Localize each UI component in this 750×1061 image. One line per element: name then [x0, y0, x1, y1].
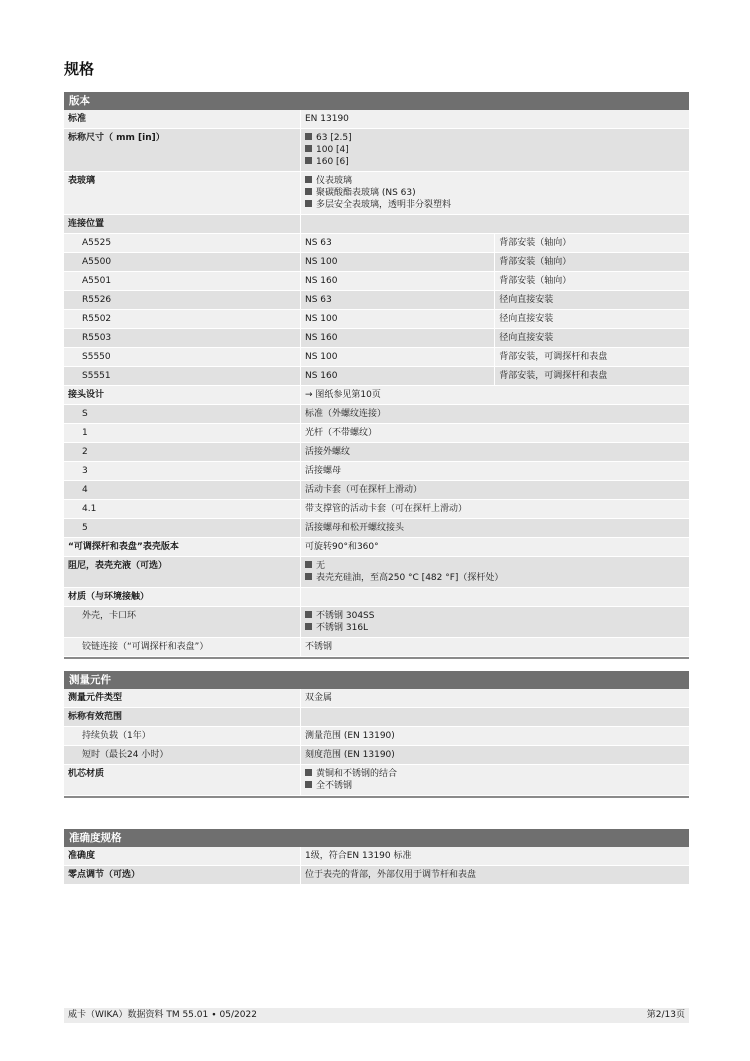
row-label: 材质（与环境接触）	[64, 588, 301, 607]
table-row	[64, 765, 689, 796]
row-label: 铰链连接（“可调探杆和表盘”）	[64, 638, 301, 657]
row-desc: 活接螺母	[301, 462, 690, 481]
row-ns: NS 100	[301, 348, 495, 367]
row-desc: 背部安装，可调探杆和表盘	[495, 348, 689, 367]
row-value: 双金属	[301, 689, 690, 708]
row-value: 可旋转90°和360°	[301, 538, 690, 557]
bullet-square-icon	[305, 200, 312, 207]
list-item: 聚碳酸酯表玻璃 (NS 63)	[305, 187, 685, 199]
row-desc: 光杆（不带螺纹）	[301, 424, 690, 443]
page-footer	[64, 1008, 689, 1023]
row-label: 准确度	[64, 847, 301, 866]
list-item: 黄铜和不锈钢的结合	[305, 768, 685, 780]
row-value: 不锈钢	[301, 638, 690, 657]
row-desc: 背部安装（轴向）	[495, 253, 689, 272]
table-row	[64, 272, 689, 291]
row-value: 1级，符合EN 13190 标准	[301, 847, 690, 866]
row-ns: NS 160	[301, 367, 495, 386]
bullet-square-icon	[305, 623, 312, 630]
row-desc: 径向直接安装	[495, 329, 689, 348]
row-ns: NS 100	[301, 253, 495, 272]
row-code: S	[64, 405, 301, 424]
row-code: R5502	[64, 310, 301, 329]
list-item: 表壳充硅油，至高250 °C [482 °F]（探杆处）	[305, 572, 685, 584]
list-item: 不锈钢 316L	[305, 622, 685, 634]
table-row	[64, 110, 689, 129]
row-desc: 活接螺母和松开螺纹接头	[301, 519, 690, 538]
table-row	[64, 538, 689, 557]
section-divider	[64, 796, 689, 798]
bullet-square-icon	[305, 611, 312, 618]
row-value: 测量范围 (EN 13190)	[301, 727, 690, 746]
row-label: 标称尺寸（ mm [in]）	[64, 129, 301, 172]
row-ns: NS 160	[301, 329, 495, 348]
row-value	[301, 129, 690, 172]
row-desc: 径向直接安装	[495, 310, 689, 329]
bullet-square-icon	[305, 781, 312, 788]
row-label: 接头设计	[64, 386, 301, 405]
row-code: 2	[64, 443, 301, 462]
table-row	[64, 310, 689, 329]
table-row	[64, 405, 689, 424]
row-label: 短时（最长24 小时）	[64, 746, 301, 765]
row-ns: NS 160	[301, 272, 495, 291]
bullet-square-icon	[305, 188, 312, 195]
list-item: 仪表玻璃	[305, 175, 685, 187]
footer-page-number: 第2/13页	[646, 1010, 685, 1020]
list-item: 100 [4]	[305, 144, 685, 156]
row-code: A5501	[64, 272, 301, 291]
row-desc: 背部安装（轴向）	[495, 272, 689, 291]
row-desc: 标准（外螺纹连接）	[301, 405, 690, 424]
row-label: 零点调节（可选）	[64, 866, 301, 885]
list-item: 不锈钢 304SS	[305, 610, 685, 622]
row-code: S5550	[64, 348, 301, 367]
row-label: 测量元件类型	[64, 689, 301, 708]
row-label: 阻尼，表壳充液（可选）	[64, 557, 301, 588]
table-row	[64, 129, 689, 172]
table-row	[64, 443, 689, 462]
table-row	[64, 638, 689, 657]
row-desc: 活动卡套（可在探杆上滑动）	[301, 481, 690, 500]
list-item: 63 [2.5]	[305, 132, 685, 144]
table-row	[64, 607, 689, 638]
row-ns: NS 63	[301, 234, 495, 253]
table-row	[64, 348, 689, 367]
list-item: 全不锈钢	[305, 780, 685, 792]
table-row	[64, 588, 689, 607]
table-row	[64, 367, 689, 386]
table-row	[64, 424, 689, 443]
row-value	[301, 557, 690, 588]
row-code: 4	[64, 481, 301, 500]
table-row	[64, 215, 689, 234]
row-value	[301, 607, 690, 638]
row-code: 4.1	[64, 500, 301, 519]
row-label: 持续负载（1年）	[64, 727, 301, 746]
table-row	[64, 253, 689, 272]
row-value: 位于表壳的背部，外部仅用于调节杆和表盘	[301, 866, 690, 885]
bullet-square-icon	[305, 133, 312, 140]
row-label: 外壳，卡口环	[64, 607, 301, 638]
section-version	[64, 92, 689, 659]
row-label: 机芯材质	[64, 765, 301, 796]
table-row	[64, 557, 689, 588]
list-item: 多层安全表玻璃，透明非分裂塑料	[305, 199, 685, 211]
row-desc: 活接外螺纹	[301, 443, 690, 462]
row-value	[301, 765, 690, 796]
table-row	[64, 462, 689, 481]
bullet-square-icon	[305, 573, 312, 580]
table-row	[64, 866, 689, 885]
table-row	[64, 329, 689, 348]
row-code: R5526	[64, 291, 301, 310]
table-row	[64, 291, 689, 310]
page-title: 规格	[64, 60, 95, 78]
row-value: → 图纸参见第10页	[301, 386, 690, 405]
bullet-square-icon	[305, 157, 312, 164]
table-row	[64, 481, 689, 500]
row-label: 标准	[64, 110, 301, 129]
table-row	[64, 519, 689, 538]
row-code: S5551	[64, 367, 301, 386]
row-desc: 径向直接安装	[495, 291, 689, 310]
section-measuring-element	[64, 671, 689, 798]
row-ns: NS 100	[301, 310, 495, 329]
accuracy-table	[64, 847, 689, 885]
section-header-accuracy: 准确度规格	[64, 829, 689, 847]
row-code: 5	[64, 519, 301, 538]
section-header-element: 测量元件	[64, 671, 689, 689]
row-label: 标称有效范围	[64, 708, 301, 727]
row-desc: 背部安装（轴向）	[495, 234, 689, 253]
footer-doc-info: 威卡（WIKA）数据资料 TM 55.01 ∙ 05/2022	[68, 1010, 257, 1020]
bullet-square-icon	[305, 769, 312, 776]
element-table	[64, 689, 689, 796]
row-code: 1	[64, 424, 301, 443]
section-divider	[64, 657, 689, 659]
section-header-version: 版本	[64, 92, 689, 110]
row-code: 3	[64, 462, 301, 481]
table-row	[64, 234, 689, 253]
row-ns: NS 63	[301, 291, 495, 310]
row-code: A5500	[64, 253, 301, 272]
row-label: 表玻璃	[64, 172, 301, 215]
version-table	[64, 110, 689, 657]
table-row	[64, 689, 689, 708]
row-label: “可调探杆和表盘”表壳版本	[64, 538, 301, 557]
row-code: A5525	[64, 234, 301, 253]
table-row	[64, 847, 689, 866]
row-code: R5503	[64, 329, 301, 348]
row-desc: 背部安装，可调探杆和表盘	[495, 367, 689, 386]
table-row	[64, 500, 689, 519]
bullet-square-icon	[305, 561, 312, 568]
section-accuracy	[64, 829, 689, 885]
table-row	[64, 172, 689, 215]
list-item: 160 [6]	[305, 156, 685, 168]
row-value: EN 13190	[301, 110, 690, 129]
table-row	[64, 386, 689, 405]
table-row	[64, 727, 689, 746]
row-desc: 带支撑管的活动卡套（可在探杆上滑动）	[301, 500, 690, 519]
row-value	[301, 172, 690, 215]
bullet-square-icon	[305, 176, 312, 183]
table-row	[64, 746, 689, 765]
bullet-square-icon	[305, 145, 312, 152]
table-row	[64, 708, 689, 727]
row-label: 连接位置	[64, 215, 301, 234]
row-value: 刻度范围 (EN 13190)	[301, 746, 690, 765]
list-item: 无	[305, 560, 685, 572]
